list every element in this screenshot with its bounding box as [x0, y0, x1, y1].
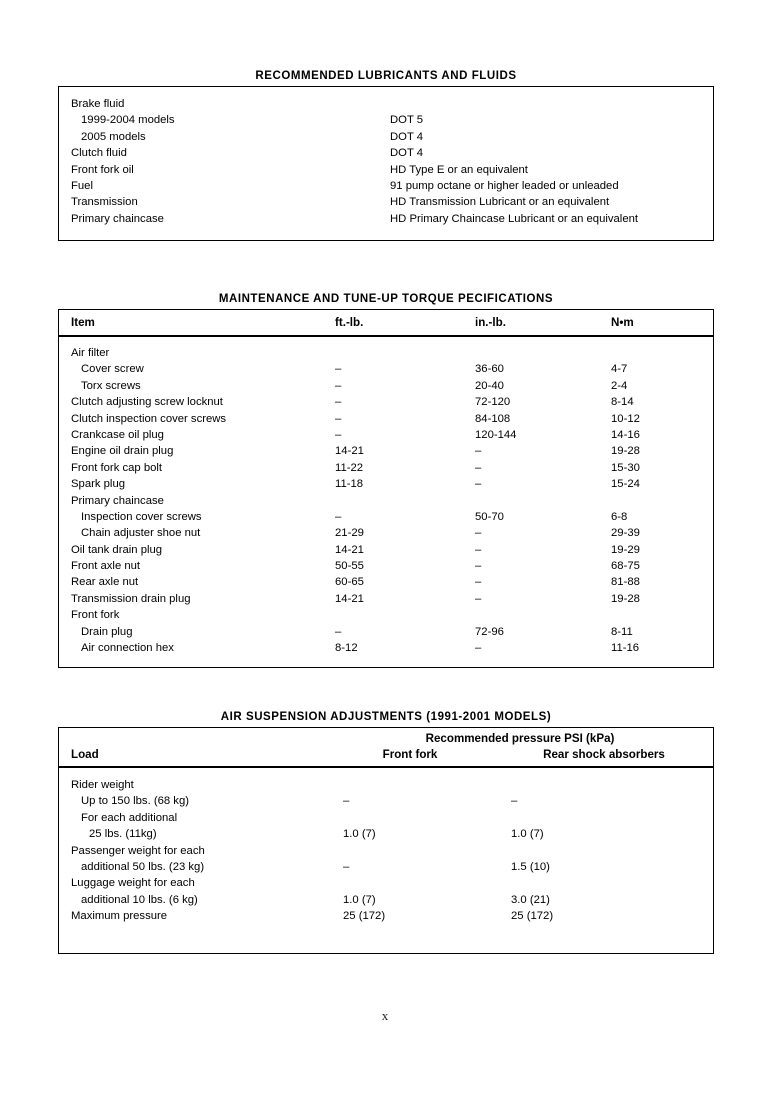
- torque-nm: 11-16: [611, 642, 640, 655]
- torque-table-box: [58, 309, 714, 668]
- lubricant-label: Brake fluid: [71, 98, 125, 110]
- torque-inlb: –: [475, 576, 482, 589]
- table-row: [59, 96, 713, 112]
- torque-header-nm: N•m: [611, 316, 634, 329]
- lubricant-value: HD Type E or an equivalent: [390, 163, 528, 176]
- torque-ftlb: 14-21: [335, 543, 364, 556]
- table-row: [59, 624, 713, 640]
- torque-inlb: –: [475, 592, 482, 605]
- table-row: [59, 411, 713, 427]
- table-row: [59, 460, 713, 476]
- air-rear-shock-value: 1.0 (7): [511, 828, 544, 841]
- lubricant-label: Front fork oil: [71, 163, 134, 176]
- torque-ftlb: –: [335, 363, 342, 376]
- air-load-label: Passenger weight for each: [71, 844, 205, 857]
- air-suspension-header-load: Load: [71, 748, 99, 761]
- table-row: [59, 525, 713, 541]
- table-row: [59, 574, 713, 590]
- air-front-fork-value: –: [343, 860, 350, 873]
- lubricant-label: 2005 models: [81, 130, 146, 143]
- torque-inlb: –: [475, 445, 482, 458]
- torque-nm: 15-24: [611, 478, 640, 491]
- table-row: [59, 843, 713, 859]
- torque-ftlb: 50-55: [335, 560, 364, 573]
- torque-header-ftlb: ft.-lb.: [335, 316, 364, 329]
- torque-item: Chain adjuster shoe nut: [81, 527, 201, 540]
- torque-item: Transmission drain plug: [71, 592, 191, 605]
- air-load-label: additional 10 lbs. (6 kg): [81, 893, 198, 906]
- torque-ftlb: 11-18: [335, 478, 364, 491]
- table-row: [59, 394, 713, 410]
- torque-nm: 14-16: [611, 428, 640, 441]
- air-load-label: 25 lbs. (11kg): [89, 828, 157, 841]
- torque-inlb: 120-144: [475, 428, 517, 441]
- table-row: [59, 112, 713, 128]
- torque-ftlb: –: [335, 412, 342, 425]
- air-rear-shock-value: 25 (172): [511, 910, 554, 923]
- torque-inlb: 84-108: [475, 412, 511, 425]
- torque-item: Crankcase oil plug: [71, 428, 164, 441]
- torque-item: Front fork: [71, 609, 120, 622]
- lubricant-value: DOT 4: [390, 147, 424, 160]
- air-rear-shock-value: 3.0 (21): [511, 893, 550, 906]
- lubricant-label: Fuel: [71, 179, 93, 192]
- torque-nm: 6-8: [611, 510, 628, 523]
- torque-nm: 29-39: [611, 527, 640, 540]
- lubricants-table-block: [58, 70, 714, 241]
- torque-item: Torx screws: [81, 379, 141, 392]
- torque-inlb: –: [475, 642, 482, 655]
- torque-ftlb: –: [335, 510, 342, 523]
- torque-item: Clutch adjusting screw locknut: [71, 396, 223, 409]
- table-row: [59, 194, 713, 210]
- air-load-label: Luggage weight for each: [71, 877, 195, 890]
- air-suspension-table-title: AIR SUSPENSION ADJUSTMENTS (1991-2001 MODELS): [220, 711, 552, 723]
- torque-item: Air connection hex: [81, 642, 174, 655]
- torque-inlb: –: [475, 527, 482, 540]
- table-row: [59, 145, 713, 161]
- torque-item: Cover screw: [81, 363, 144, 376]
- table-row: [59, 493, 713, 509]
- torque-inlb: 72-120: [475, 396, 511, 409]
- torque-nm: 8-14: [611, 396, 634, 409]
- table-row: [59, 129, 713, 145]
- air-load-label: Up to 150 lbs. (68 kg): [81, 795, 190, 808]
- table-row: [59, 361, 713, 377]
- torque-nm: 15-30: [611, 461, 640, 474]
- lubricant-value: DOT 5: [390, 114, 424, 127]
- torque-header-inlb: in.-lb.: [475, 316, 506, 329]
- table-row: [59, 892, 713, 908]
- torque-inlb: 72-96: [475, 625, 504, 638]
- table-row: [59, 443, 713, 459]
- air-suspension-table-rows: [59, 768, 713, 953]
- table-row: [59, 810, 713, 826]
- air-rear-shock-value: 1.5 (10): [511, 860, 550, 873]
- table-row: [59, 558, 713, 574]
- torque-table-title: MAINTENANCE AND TUNE-UP TORQUE PECIFICATIONS: [218, 293, 554, 305]
- torque-ftlb: –: [335, 625, 342, 638]
- air-load-label: For each additional: [81, 811, 178, 824]
- torque-item: Front fork cap bolt: [71, 461, 163, 474]
- torque-table-header-row: [59, 310, 713, 337]
- table-row: [59, 875, 713, 891]
- torque-item: Air filter: [71, 347, 110, 359]
- torque-ftlb: 60-65: [335, 576, 364, 589]
- torque-ftlb: 14-21: [335, 592, 364, 605]
- torque-ftlb: –: [335, 428, 342, 441]
- lubricant-label: 1999-2004 models: [81, 114, 175, 127]
- lubricants-table-rows: [59, 96, 713, 227]
- torque-ftlb: 11-22: [335, 461, 364, 474]
- air-suspension-header-span: Recommended pressure PSI (kPa): [425, 732, 615, 745]
- table-row: [59, 427, 713, 443]
- lubricants-table-box: [58, 86, 714, 241]
- table-row: [59, 345, 713, 361]
- air-suspension-table-block: [58, 711, 714, 954]
- air-front-fork-value: 25 (172): [343, 910, 386, 923]
- torque-inlb: 20-40: [475, 379, 504, 392]
- lubricant-value: 91 pump octane or higher leaded or unleaded: [390, 179, 619, 192]
- torque-ftlb: 14-21: [335, 445, 364, 458]
- air-front-fork-value: 1.0 (7): [343, 893, 376, 906]
- air-suspension-header-front-fork: Front fork: [382, 748, 438, 761]
- torque-inlb: 36-60: [475, 363, 504, 376]
- air-front-fork-value: –: [343, 795, 350, 808]
- torque-item: Inspection cover screws: [81, 510, 202, 523]
- table-row: [59, 542, 713, 558]
- torque-item: Clutch inspection cover screws: [71, 412, 227, 425]
- torque-nm: 2-4: [611, 379, 628, 392]
- air-rear-shock-value: –: [511, 795, 518, 808]
- air-suspension-header-block: [59, 728, 713, 768]
- torque-nm: 19-29: [611, 543, 640, 556]
- lubricants-table-title: RECOMMENDED LUBRICANTS AND FLUIDS: [255, 70, 517, 82]
- table-row: [59, 908, 713, 924]
- lubricant-label: Clutch fluid: [71, 147, 127, 160]
- table-row: [59, 509, 713, 525]
- torque-item: Oil tank drain plug: [71, 543, 163, 556]
- lubricant-value: HD Transmission Lubricant or an equivalent: [390, 196, 610, 209]
- torque-inlb: –: [475, 478, 482, 491]
- table-row: [59, 826, 713, 842]
- table-row: [59, 178, 713, 194]
- table-row: [59, 591, 713, 607]
- torque-item: Drain plug: [81, 625, 133, 638]
- air-load-label: Rider weight: [71, 779, 134, 791]
- torque-item: Rear axle nut: [71, 576, 139, 589]
- torque-ftlb: –: [335, 396, 342, 409]
- torque-nm: 19-28: [611, 445, 640, 458]
- torque-inlb: –: [475, 461, 482, 474]
- torque-nm: 19-28: [611, 592, 640, 605]
- lubricant-label: Primary chaincase: [71, 212, 164, 225]
- torque-table-rows: [59, 337, 713, 667]
- table-row: [59, 211, 713, 227]
- torque-inlb: –: [475, 543, 482, 556]
- lubricant-value: DOT 4: [390, 130, 424, 143]
- air-front-fork-value: 1.0 (7): [343, 828, 376, 841]
- table-row: [59, 378, 713, 394]
- torque-item: Primary chaincase: [71, 494, 164, 507]
- torque-ftlb: 8-12: [335, 642, 358, 655]
- table-row: [59, 793, 713, 809]
- air-load-label: additional 50 lbs. (23 kg): [81, 860, 205, 873]
- torque-inlb: –: [475, 560, 482, 573]
- torque-ftlb: 21-29: [335, 527, 364, 540]
- torque-nm: 10-12: [611, 412, 640, 425]
- air-suspension-table-box: [58, 727, 714, 954]
- torque-item: Front axle nut: [71, 560, 141, 573]
- lubricant-value: HD Primary Chaincase Lubricant or an equivalent: [390, 212, 639, 225]
- torque-nm: 68-75: [611, 560, 640, 573]
- torque-item: Engine oil drain plug: [71, 445, 174, 458]
- table-row: [59, 162, 713, 178]
- torque-header-item: Item: [71, 316, 95, 329]
- torque-nm: 4-7: [611, 363, 628, 376]
- torque-item: Spark plug: [71, 478, 126, 491]
- torque-inlb: 50-70: [475, 510, 504, 523]
- table-row: [59, 640, 713, 656]
- torque-nm: 81-88: [611, 576, 640, 589]
- table-row: [59, 476, 713, 492]
- air-suspension-header-rear-shock: Rear shock absorbers: [543, 748, 665, 761]
- table-row: [59, 859, 713, 875]
- table-row: [59, 607, 713, 623]
- torque-nm: 8-11: [611, 625, 633, 638]
- lubricant-label: Transmission: [71, 196, 138, 209]
- air-load-label: Maximum pressure: [71, 910, 168, 923]
- table-row: [59, 777, 713, 793]
- torque-table-block: [58, 293, 714, 668]
- torque-ftlb: –: [335, 379, 342, 392]
- page-number: x: [381, 1008, 389, 1023]
